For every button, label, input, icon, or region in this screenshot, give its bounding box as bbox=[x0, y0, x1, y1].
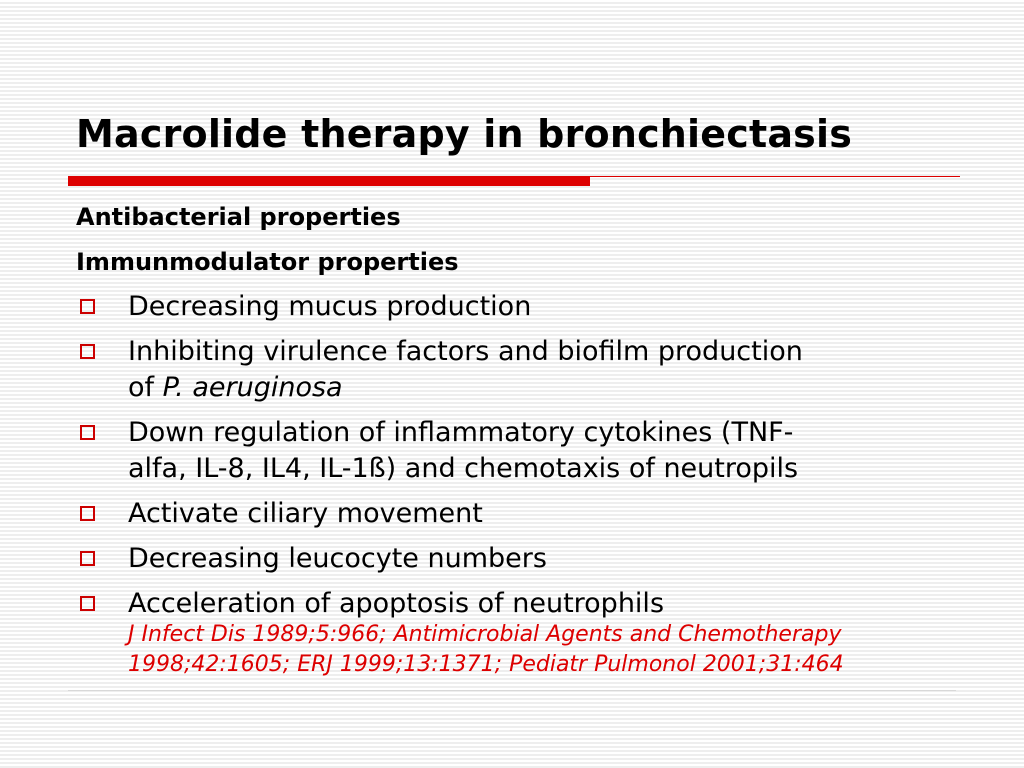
square-bullet-icon bbox=[80, 551, 95, 566]
square-bullet-icon bbox=[80, 344, 95, 359]
bullet-text: Decreasing mucus production bbox=[128, 291, 532, 322]
footer-divider bbox=[68, 690, 956, 691]
square-bullet-icon bbox=[80, 596, 95, 611]
organism-name: P. aeruginosa bbox=[162, 372, 343, 403]
bullet-item bbox=[76, 496, 966, 532]
bullet-text-continuation: alfa, IL-8, IL4, IL-1ß) and chemotaxis of neutropils bbox=[128, 453, 799, 484]
bullet-text: Down regulation of inflammatory cytokines (TNF- bbox=[128, 417, 794, 448]
bullet-text: Acceleration of apoptosis of neutrophils bbox=[128, 588, 665, 619]
reference-citation: J Infect Dis 1989;5:966; Antimicrobial Agents and Chemotherapy 1998;42:1605; ERJ 1999;13:1371; Pediatr Pulmonol 2001;31:464 bbox=[128, 622, 844, 677]
heading-immunmodulator: Immunmodulator properties bbox=[76, 248, 459, 276]
square-bullet-icon bbox=[80, 299, 95, 314]
title-underline-thin bbox=[590, 176, 960, 177]
square-bullet-icon bbox=[80, 425, 95, 440]
slide-title: Macrolide therapy in bronchiectasis bbox=[76, 112, 853, 156]
bullet-item bbox=[76, 289, 966, 325]
square-bullet-icon bbox=[80, 506, 95, 521]
title-underline-thick bbox=[68, 176, 590, 186]
bullet-list bbox=[76, 289, 966, 680]
bullet-item bbox=[76, 586, 966, 680]
bullet-text: Inhibiting virulence factors and biofilm production bbox=[128, 336, 803, 367]
bullet-item bbox=[76, 415, 966, 487]
bullet-text-continuation: of bbox=[128, 372, 163, 403]
bullet-item bbox=[76, 334, 966, 406]
bullet-item bbox=[76, 541, 966, 577]
slide-body bbox=[76, 199, 966, 689]
bullet-text: Decreasing leucocyte numbers bbox=[128, 543, 547, 574]
heading-antibacterial: Antibacterial properties bbox=[76, 203, 401, 231]
bullet-text: Activate ciliary movement bbox=[128, 498, 483, 529]
